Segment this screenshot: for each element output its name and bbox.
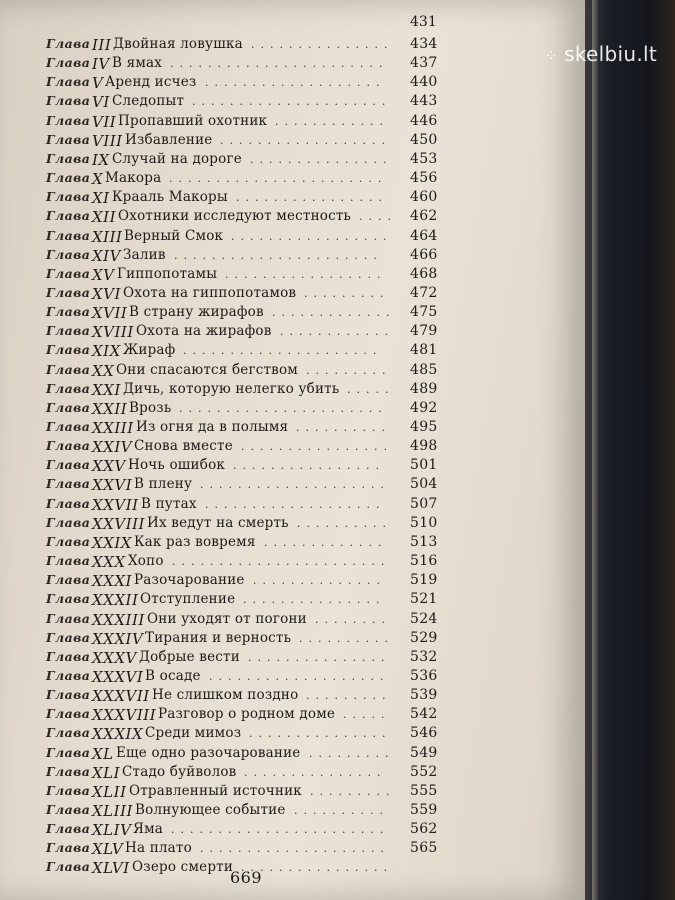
chapter-page: 440 bbox=[410, 74, 438, 91]
chapter-numeral: XXXVI bbox=[92, 667, 144, 686]
toc-entry bbox=[0, 515, 585, 535]
chapter-page: 521 bbox=[410, 591, 438, 608]
chapter-word: Глава bbox=[46, 744, 91, 760]
chapter-title: Гиппопотамы bbox=[117, 265, 218, 282]
chapter-page: 468 bbox=[410, 265, 438, 282]
chapter-word: Глава bbox=[46, 208, 91, 224]
chapter-word: Глава bbox=[46, 629, 91, 645]
leader-dots: ................... bbox=[205, 76, 386, 90]
leader-dots: ................ bbox=[236, 191, 388, 205]
chapter-title: Верный Смок bbox=[124, 227, 224, 244]
chapter-page: 565 bbox=[410, 840, 438, 857]
chapter-title: Из огня да в полымя bbox=[136, 419, 289, 435]
chapter-word: Глава bbox=[46, 361, 91, 377]
toc-entry bbox=[0, 189, 585, 209]
leader-dots: ............... bbox=[244, 765, 387, 779]
chapter-title: Врозь bbox=[129, 399, 172, 416]
toc-entry bbox=[0, 362, 585, 382]
chapter-word: Глава bbox=[46, 150, 91, 166]
chapter-page: 464 bbox=[410, 227, 438, 244]
chapter-word: Глава bbox=[46, 802, 91, 817]
watermark-dots-icon: ⁘ bbox=[544, 46, 559, 65]
toc-entry bbox=[0, 496, 585, 516]
toc-entry bbox=[0, 611, 585, 631]
chapter-title: Их ведут на смерть bbox=[147, 514, 289, 531]
toc-entry bbox=[0, 323, 585, 343]
chapter-page: 516 bbox=[410, 553, 438, 570]
chapter-title: Яма bbox=[133, 821, 164, 838]
chapter-numeral: XLV bbox=[92, 840, 124, 859]
chapter-page: 492 bbox=[410, 399, 438, 416]
chapter-word: Глава bbox=[46, 419, 91, 434]
chapter-word: Глава bbox=[46, 610, 91, 626]
continued-page-number: 431 bbox=[410, 14, 437, 30]
chapter-page: 532 bbox=[410, 648, 438, 665]
chapter-page: 559 bbox=[410, 802, 438, 818]
chapter-numeral: XXVI bbox=[92, 476, 133, 495]
chapter-word: Глава bbox=[46, 265, 91, 281]
chapter-numeral: XXII bbox=[92, 399, 128, 418]
chapter-word: Глава bbox=[46, 36, 91, 51]
chapter-title: Двойная ловушка bbox=[113, 36, 243, 52]
toc-entry bbox=[0, 381, 585, 401]
toc-entry bbox=[0, 93, 585, 113]
toc-entry bbox=[0, 649, 585, 669]
chapter-numeral: XXIII bbox=[92, 419, 134, 437]
leader-dots: ..... bbox=[347, 382, 395, 396]
leader-dots: ................... bbox=[205, 497, 386, 511]
toc-entry bbox=[0, 36, 585, 56]
chapter-title: В осаде bbox=[145, 667, 201, 684]
chapter-page: 498 bbox=[410, 438, 438, 455]
toc-entry bbox=[0, 247, 585, 267]
cover-edge bbox=[592, 0, 598, 900]
chapter-page: 460 bbox=[410, 189, 438, 206]
chapter-title: Избавление bbox=[125, 131, 213, 148]
toc-entry bbox=[0, 706, 585, 726]
chapter-word: Глава bbox=[46, 782, 91, 798]
chapter-word: Глава bbox=[46, 74, 91, 90]
chapter-title: В путах bbox=[141, 495, 197, 512]
chapter-numeral: XXIX bbox=[92, 533, 132, 552]
leader-dots: ....................... bbox=[170, 57, 389, 71]
chapter-page: 501 bbox=[410, 457, 438, 474]
toc-entry bbox=[0, 821, 585, 841]
chapter-title: Аренд исчез bbox=[105, 74, 197, 91]
chapter-title: Залив bbox=[123, 246, 166, 263]
chapter-word: Глава bbox=[46, 342, 91, 358]
chapter-title: В страну жирафов bbox=[129, 304, 264, 321]
toc-entry bbox=[0, 285, 585, 305]
chapter-title: Ночь ошибок bbox=[128, 457, 226, 474]
leader-dots: ............... bbox=[251, 38, 394, 51]
chapter-numeral: XII bbox=[92, 208, 117, 227]
chapter-page: 462 bbox=[410, 208, 438, 225]
watermark-text: skelbiu.lt bbox=[564, 42, 657, 66]
chapter-numeral: V bbox=[92, 74, 104, 93]
chapter-numeral: XIV bbox=[92, 246, 121, 265]
chapter-page: 453 bbox=[410, 150, 438, 167]
chapter-word: Глава bbox=[46, 840, 91, 856]
chapter-title: Они спасаются бегством bbox=[116, 361, 299, 378]
chapter-numeral: VIII bbox=[92, 131, 123, 150]
chapter-word: Глава bbox=[46, 763, 91, 779]
chapter-numeral: VII bbox=[92, 112, 117, 131]
chapter-word: Глава bbox=[46, 55, 91, 71]
chapter-page: 495 bbox=[410, 419, 438, 435]
toc-entry bbox=[0, 304, 585, 324]
chapter-page: 546 bbox=[410, 725, 438, 742]
toc-entry bbox=[0, 534, 585, 554]
chapter-numeral: XVI bbox=[92, 284, 121, 303]
chapter-title: Разговор о родном доме bbox=[158, 706, 336, 723]
leader-dots: .................... bbox=[200, 478, 390, 492]
chapter-numeral: XV bbox=[92, 265, 115, 284]
leader-dots: ............... bbox=[243, 593, 386, 607]
leader-dots: ................ bbox=[241, 440, 393, 454]
chapter-title: Пропавший охотник bbox=[118, 112, 268, 129]
chapter-page: 529 bbox=[410, 629, 438, 646]
chapter-word: Глава bbox=[46, 667, 91, 683]
chapter-numeral: XVIII bbox=[92, 323, 134, 342]
chapter-page: 542 bbox=[410, 706, 438, 723]
chapter-numeral: VI bbox=[92, 93, 110, 112]
chapter-numeral: XLI bbox=[92, 763, 121, 782]
leader-dots: .......... bbox=[299, 631, 394, 645]
chapter-title: Добрые вести bbox=[139, 648, 240, 665]
chapter-page: 485 bbox=[410, 361, 438, 378]
chapter-title: Как раз вовремя bbox=[134, 533, 256, 550]
toc-entry bbox=[0, 745, 585, 765]
chapter-page: 524 bbox=[410, 610, 438, 627]
chapter-page: 456 bbox=[410, 170, 438, 187]
chapter-word: Глава bbox=[46, 648, 91, 664]
chapter-page: 549 bbox=[410, 744, 438, 761]
chapter-page: 513 bbox=[410, 533, 438, 550]
toc-entry bbox=[0, 132, 585, 152]
toc-entry bbox=[0, 725, 585, 745]
chapter-word: Глава bbox=[46, 380, 91, 396]
chapter-word: Глава bbox=[46, 687, 91, 703]
chapter-page: 510 bbox=[410, 514, 438, 531]
chapter-numeral: XLIV bbox=[92, 821, 132, 840]
chapter-title: Крааль Макоры bbox=[112, 189, 228, 206]
toc-entry bbox=[0, 438, 585, 458]
chapter-numeral: IX bbox=[92, 150, 110, 169]
chapter-title: Волнующее событие bbox=[135, 802, 286, 818]
leader-dots: ....................... bbox=[169, 172, 388, 186]
leader-dots: ............... bbox=[248, 650, 391, 664]
chapter-title: Они уходят от погони bbox=[147, 610, 307, 627]
chapter-word: Глава bbox=[46, 591, 91, 607]
chapter-numeral: X bbox=[92, 170, 104, 189]
chapter-page: 504 bbox=[410, 476, 438, 493]
leader-dots: ...................... bbox=[174, 248, 383, 262]
chapter-numeral: IV bbox=[92, 55, 110, 74]
leader-dots: ......... bbox=[304, 286, 390, 300]
chapter-page: 475 bbox=[410, 304, 438, 321]
leader-dots: ............ bbox=[280, 325, 394, 339]
chapter-word: Глава bbox=[46, 821, 91, 837]
chapter-numeral: XI bbox=[92, 189, 110, 208]
chapter-word: Глава bbox=[46, 131, 91, 147]
toc-entry bbox=[0, 476, 585, 496]
leader-dots: ............... bbox=[249, 727, 392, 741]
chapter-word: Глава bbox=[46, 859, 91, 875]
chapter-title: Дичь, которую нелегко убить bbox=[123, 380, 340, 397]
chapter-title: Отступление bbox=[140, 591, 236, 608]
chapter-title: Среди мимоз bbox=[145, 725, 242, 742]
leader-dots: ......... bbox=[306, 363, 392, 377]
chapter-title: В плену bbox=[134, 476, 193, 493]
toc-entry bbox=[0, 668, 585, 688]
chapter-numeral: XXIV bbox=[92, 438, 133, 457]
leader-dots: ................ bbox=[241, 861, 393, 875]
chapter-title: Разочарование bbox=[134, 572, 245, 589]
chapter-word: Глава bbox=[46, 93, 91, 109]
chapter-word: Глава bbox=[46, 457, 91, 473]
toc-entry bbox=[0, 342, 585, 362]
chapter-numeral: XXXIX bbox=[92, 725, 144, 744]
leader-dots: ................... bbox=[209, 669, 390, 683]
chapter-title: Не слишком поздно bbox=[152, 687, 299, 704]
chapter-word: Глава bbox=[46, 725, 91, 741]
toc-entry bbox=[0, 74, 585, 94]
toc-entry bbox=[0, 170, 585, 190]
toc-entry bbox=[0, 802, 585, 822]
toc-entry bbox=[0, 630, 585, 650]
chapter-title: Жираф bbox=[123, 342, 176, 359]
chapter-title: Стадо буйволов bbox=[122, 763, 237, 780]
watermark bbox=[544, 42, 657, 66]
leader-dots: .......... bbox=[294, 804, 389, 817]
chapter-title: В ямах bbox=[112, 55, 163, 72]
chapter-numeral: XIII bbox=[92, 227, 123, 246]
chapter-word: Глава bbox=[46, 189, 91, 205]
chapter-page: 450 bbox=[410, 131, 438, 148]
leader-dots: .......... bbox=[297, 516, 392, 530]
chapter-numeral: XXXV bbox=[92, 648, 137, 667]
toc-entry bbox=[0, 228, 585, 248]
chapter-numeral: XL bbox=[92, 744, 114, 763]
chapter-page: 437 bbox=[410, 55, 438, 72]
chapter-word: Глава bbox=[46, 495, 91, 511]
chapter-page: 481 bbox=[410, 342, 438, 359]
chapter-word: Глава bbox=[46, 170, 91, 186]
leader-dots: .................... bbox=[200, 842, 390, 856]
chapter-title: Озеро смерти bbox=[132, 859, 234, 876]
page-folio: 669 bbox=[230, 868, 263, 887]
leader-dots: ............. bbox=[272, 306, 396, 320]
chapter-page: 562 bbox=[410, 821, 438, 838]
chapter-numeral: III bbox=[92, 36, 112, 54]
leader-dots: ........ bbox=[315, 612, 391, 626]
leader-dots: ....................... bbox=[171, 823, 390, 837]
chapter-word: Глава bbox=[46, 304, 91, 320]
leader-dots: ..... bbox=[343, 708, 391, 722]
chapter-word: Глава bbox=[46, 706, 91, 722]
toc-entry bbox=[0, 151, 585, 171]
chapter-page: 555 bbox=[410, 782, 438, 799]
chapter-numeral: XXV bbox=[92, 457, 126, 476]
chapter-page: 519 bbox=[410, 572, 438, 589]
chapter-page: 466 bbox=[410, 246, 438, 263]
chapter-word: Глава bbox=[46, 514, 91, 530]
chapter-numeral: XXXVII bbox=[92, 687, 150, 706]
leader-dots: ............. bbox=[264, 535, 388, 549]
chapter-word: Глава bbox=[46, 476, 91, 492]
chapter-numeral: XXVIII bbox=[92, 514, 145, 533]
chapter-title: Охота на гиппопотамов bbox=[123, 284, 297, 301]
toc-entry bbox=[0, 55, 585, 75]
toc-entry bbox=[0, 687, 585, 707]
chapter-word: Глава bbox=[46, 284, 91, 300]
leader-dots: ................. bbox=[231, 229, 393, 243]
chapter-title: Охота на жирафов bbox=[136, 323, 272, 340]
chapter-numeral: XVII bbox=[92, 304, 128, 323]
chapter-numeral: XXXI bbox=[92, 572, 132, 591]
chapter-title: Случай на дороге bbox=[112, 150, 242, 167]
toc-entry bbox=[0, 208, 585, 228]
leader-dots: ................ bbox=[233, 459, 385, 473]
chapter-word: Глава bbox=[46, 572, 91, 588]
leader-dots: .............. bbox=[253, 574, 386, 588]
chapter-numeral: XXXII bbox=[92, 591, 139, 610]
chapter-numeral: XXXVIII bbox=[92, 706, 157, 725]
chapter-title: Снова вместе bbox=[134, 438, 233, 455]
chapter-word: Глава bbox=[46, 553, 91, 569]
leader-dots: ...................... bbox=[179, 401, 388, 415]
chapter-page: 443 bbox=[410, 93, 438, 110]
chapter-title: Макора bbox=[105, 170, 162, 187]
chapter-word: Глава bbox=[46, 323, 91, 339]
chapter-numeral: XIX bbox=[92, 342, 121, 361]
chapter-numeral: XX bbox=[92, 361, 115, 380]
chapter-title: Отравленный источник bbox=[129, 782, 302, 799]
book-cover bbox=[585, 0, 675, 900]
chapter-numeral: XLIII bbox=[92, 802, 133, 820]
toc-entry bbox=[0, 266, 585, 286]
chapter-numeral: XXX bbox=[92, 553, 126, 572]
chapter-numeral: XXXIV bbox=[92, 629, 144, 648]
chapter-title: Еще одно разочарование bbox=[116, 744, 301, 761]
chapter-numeral: XXXIII bbox=[92, 610, 145, 629]
toc-entry bbox=[0, 419, 585, 439]
leader-dots: .................. bbox=[220, 133, 391, 147]
toc-entry bbox=[0, 591, 585, 611]
chapter-title: Охотники исследуют местность bbox=[118, 208, 352, 225]
chapter-numeral: XXI bbox=[92, 380, 121, 399]
chapter-page: 539 bbox=[410, 687, 438, 704]
chapter-word: Глава bbox=[46, 533, 91, 549]
toc-entry bbox=[0, 764, 585, 784]
toc-entry bbox=[0, 113, 585, 133]
toc-entry bbox=[0, 859, 585, 879]
toc-entry bbox=[0, 840, 585, 860]
chapter-word: Глава bbox=[46, 112, 91, 128]
leader-dots: ....................... bbox=[172, 555, 391, 569]
leader-dots: ......... bbox=[310, 784, 396, 798]
chapter-page: 536 bbox=[410, 667, 438, 684]
toc-entry bbox=[0, 553, 585, 573]
chapter-numeral: XLVI bbox=[92, 859, 130, 878]
chapter-word: Глава bbox=[46, 438, 91, 454]
chapter-title: Тирания и верность bbox=[145, 629, 292, 646]
leader-dots: ............ bbox=[275, 114, 389, 128]
leader-dots: .... bbox=[359, 210, 397, 224]
chapter-page: 507 bbox=[410, 495, 438, 512]
leader-dots: ......... bbox=[309, 746, 395, 760]
leader-dots: ..................... bbox=[192, 95, 392, 109]
chapter-page: 472 bbox=[410, 284, 438, 301]
chapter-page: 434 bbox=[410, 36, 438, 52]
chapter-title: Следопыт bbox=[112, 93, 185, 110]
chapter-numeral: XLII bbox=[92, 782, 127, 801]
toc-entry bbox=[0, 400, 585, 420]
leader-dots: ......... bbox=[306, 689, 392, 703]
chapter-word: Глава bbox=[46, 227, 91, 243]
chapter-page: 552 bbox=[410, 763, 438, 780]
chapter-page: 489 bbox=[410, 380, 438, 397]
leader-dots: ............... bbox=[250, 152, 393, 166]
chapter-page: 479 bbox=[410, 323, 438, 340]
chapter-word: Глава bbox=[46, 399, 91, 415]
chapter-title: Хопо bbox=[128, 553, 164, 570]
leader-dots: .......... bbox=[296, 421, 391, 434]
leader-dots: ..................... bbox=[183, 344, 383, 358]
toc-entry bbox=[0, 783, 585, 803]
chapter-title: На плато bbox=[125, 840, 192, 857]
leader-dots: ................. bbox=[225, 267, 387, 281]
chapter-word: Глава bbox=[46, 246, 91, 262]
toc-entry bbox=[0, 457, 585, 477]
toc-entry bbox=[0, 572, 585, 592]
chapter-page: 446 bbox=[410, 112, 438, 129]
chapter-numeral: XXVII bbox=[92, 495, 139, 514]
